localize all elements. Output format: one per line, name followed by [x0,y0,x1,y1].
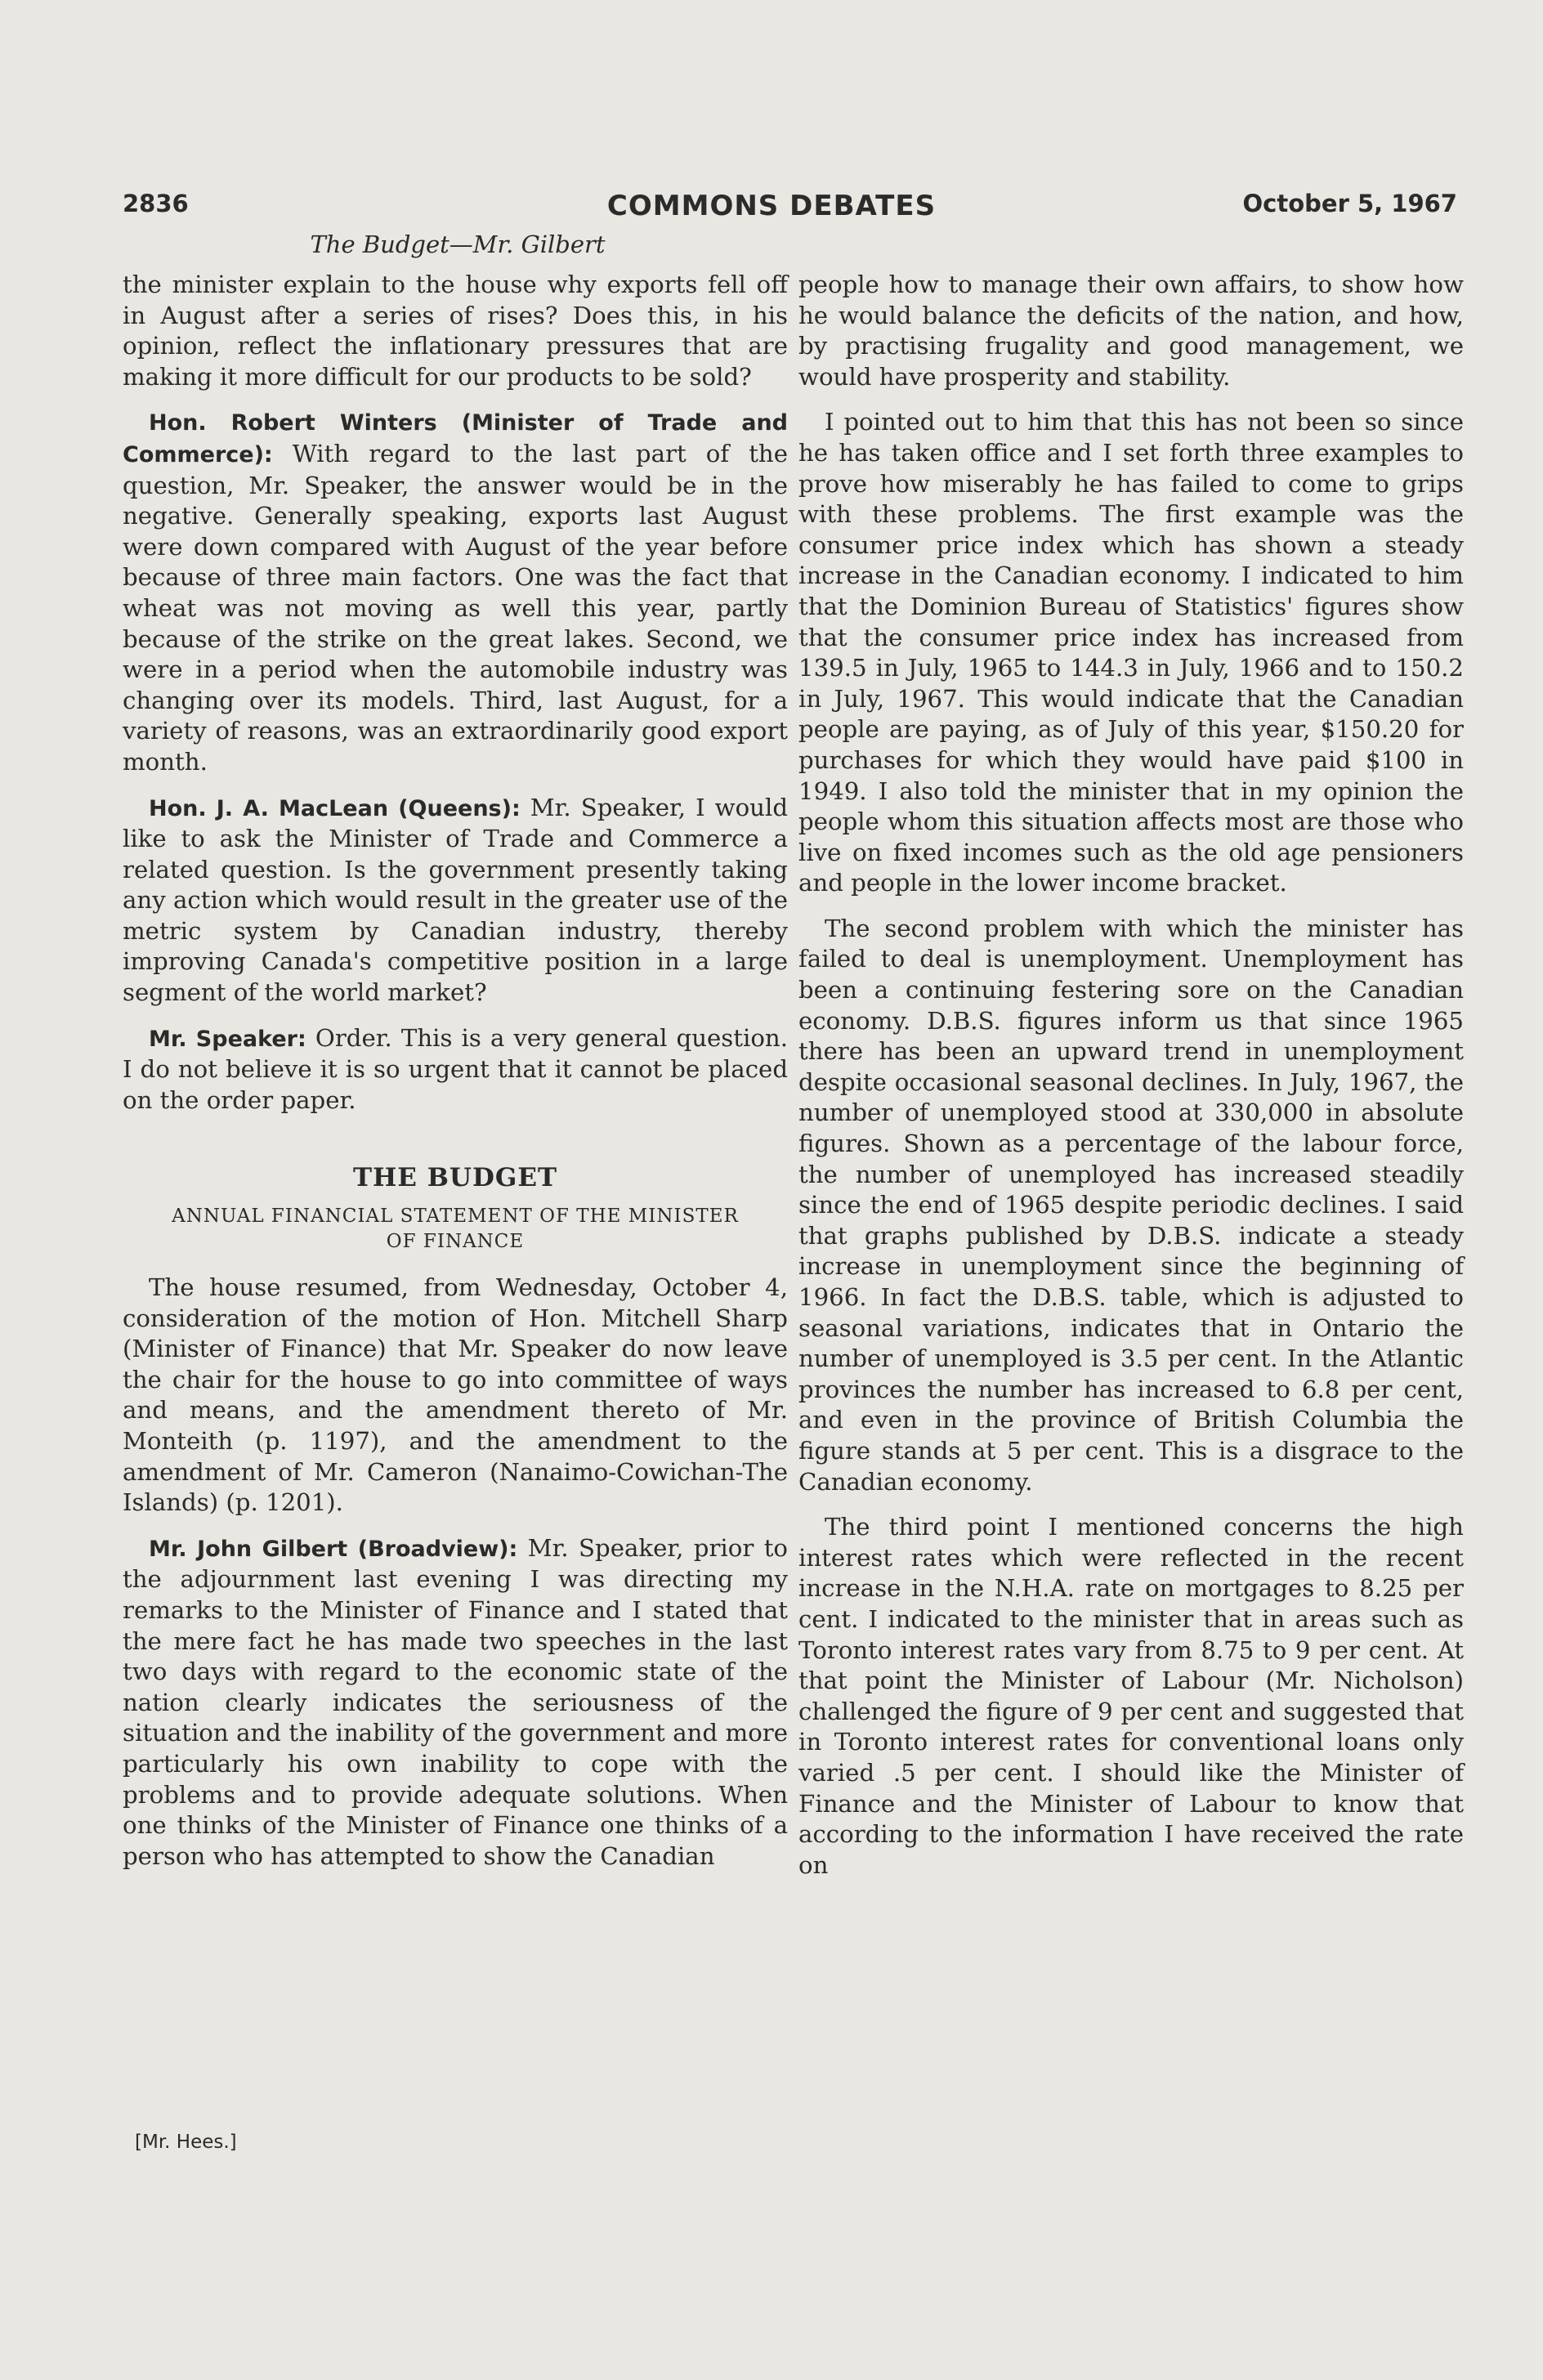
paragraph: the minister explain to the house why exports fell off in August after a series of rises? Does this, in his opinion, reflect the inflationary pressures that are making it more difficult for our products to be sold? [123,271,788,391]
running-head: The Budget—Mr. Gilbert [310,230,606,258]
speech-text: Mr. Speaker, prior to the adjournment last evening I was directing my remarks to the Minister of Finance and I stated that the mere fact he has made two speeches in the last two days with regard to the economic state of the nation clearly indicates the seriousness of the situation and the inability of the government and more particularly his own inability to cope with the problems and to provide adequate solutions. When one thinks of the Minister of Finance one thinks of a person who has attempted to show the Canadian [123,1533,788,1870]
section-heading: THE BUDGET [352,1163,558,1193]
right-column [798,270,1464,1881]
paragraph: The house resumed, from Wednesday, October 4, consideration of the motion of Hon. Mitchell Sharp (Minister of Finance) that Mr. Speaker do now leave the chair for the house to go into committee of ways and means, and the amendment thereto of Mr. Monteith (p. 1197), and the amendment to the amendment of Mr. Cameron (Nanaimo-Cowichan-The Islands) (p. 1201). [123,1273,788,1517]
section-subheading: ANNUAL FINANCIAL STATEMENT OF THE MINISTER OF FINANCE [172,1206,739,1253]
paragraph: people how to manage their own affairs, to show how he would balance the deficits of the nation, and how, by practising frugality and good management, we would have prosperity and stability. [798,271,1464,391]
publication-title: COMMONS DEBATES [606,190,937,222]
speech-text: With regard to the last part of the question, Mr. Speaker, the answer would be in the negative. Generally speaking, exports last August were down compared with August of the year before because of three main factors. One was the fact that wheat was not moving as well this year, partly because of the strike on the great lakes. Second, we were in a period when the automobile industry was changing over its models. Third, last August, for a variety of reasons, was an extraordinarily good export month. [123,439,788,776]
speaker-name: Hon. Robert Winters (Minister of Trade and Commerce): [123,410,788,468]
footer-note: [Mr. Hees.] [135,2132,237,2153]
issue-date: October 5, 1967 [1242,190,1457,217]
paragraph: I pointed out to him that this has not been so since he has taken office and I set forth three examples to prove how miserably he has failed to come to grips with these problems. The first example was the consumer price index which has shown a steady increase in the Canadian economy. I indicated to him that the Dominion Bureau of Statistics' figures show that the consumer price index has increased from 139.5 in July, 1965 to 144.3 in July, 1966 and to 150.2 in July, 1967. This would indicate that the Canadian people are paying, as of July of this year, $150.20 for purchases for which they would have paid $100 in 1949. I also told the minister that in my opinion the people whom this situation affects most are those who live on fixed incomes such as the old age pensioners and people in the lower income bracket. [798,408,1464,897]
speaker-name: Mr. Speaker: [149,1026,306,1052]
paragraph [123,793,788,1009]
left-column [123,270,788,1872]
speech-text: Order. This is a very general question. I do not believe it is so urgent that it cannot be placed on the order paper. [123,1023,789,1114]
paragraph: The third point I mentioned concerns the high interest rates which were reflected in the recent increase in the N.H.A. rate on mortgages to 8.25 per cent. I indicated to the minister that in areas such as Toronto interest rates vary from 8.75 to 9 per cent. At that point the Minister of Labour (Mr. Nicholson) challenged the figure of 9 per cent and suggested that in Toronto interest rates for conventional loans only varied .5 per cent. I should like the Minister of Finance and the Minister of Labour to know that according to the information I have received the rate on [798,1513,1464,1879]
paragraph [123,1023,788,1116]
paragraph [123,407,788,777]
speaker-name: Hon. J. A. MacLean (Queens): [149,795,521,821]
paragraph [123,1533,788,1872]
paragraph: The second problem with which the minister has failed to deal is unemployment. Unemployment has been a continuing festering sore on the Canadian economy. D.B.S. figures inform us that since 1965 there has been an upward trend in unemployment despite occasional seasonal declines. In July, 1967, the number of unemployed stood at 330,000 in absolute figures. Shown as a percentage of the labour force, the number of unemployed has increased steadily since the end of 1965 despite periodic declines. I said that graphs published by D.B.S. indicate a steady increase in unemployment since the beginning of 1966. In fact the D.B.S. table, which is adjusted to seasonal variations, indicates that in Ontario the number of unemployed is 3.5 per cent. In the Atlantic provinces the number has increased to 6.8 per cent, and even in the province of British Columbia the figure stands at 5 per cent. This is a disgrace to the Canadian economy. [798,914,1464,1496]
speaker-name: Mr. John Gilbert (Broadview): [149,1536,518,1562]
page-number: 2836 [123,190,189,217]
speech-text: Mr. Speaker, I would like to ask the Minister of Trade and Commerce a related question. Is the government presently taking any action which would result in the greater use of the metric system by Canadian industry, thereby improving Canada's competitive position in a large segment of the world market? [123,793,788,1007]
